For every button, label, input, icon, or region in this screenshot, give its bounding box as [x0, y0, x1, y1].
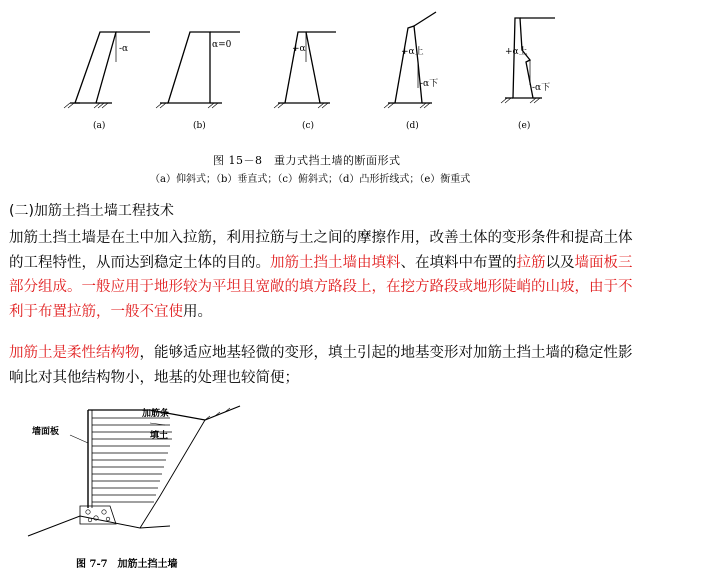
label-reinforcement-strip: 加筋条: [142, 409, 170, 419]
annotation-c: +α: [292, 44, 306, 54]
figure-caption: 图 15－8 重力式挡土墙的断面形式: [213, 154, 401, 167]
section-a: [64, 32, 150, 108]
paragraph-1-line-2: 的工程特性，从而达到稳定土体的目的。加筋土挡土墙由填料、在填料中布置的拉筋以及墙面板三: [9, 254, 633, 271]
paragraph-1-line-4: 利于布置拉筋，一般不宜使用。: [9, 303, 212, 320]
paragraph-2: [9, 341, 699, 390]
figure-2-caption: 图 7-7 加筋土挡土墙: [76, 559, 178, 570]
sub-label-d: (d): [406, 121, 419, 131]
sub-label-c: (c): [302, 121, 315, 131]
label-fill-soil: 填土: [150, 431, 169, 441]
paragraph-2-line-2: 响比对其他结构物小，地基的处理也较简便；: [9, 369, 299, 386]
sub-label-b: (b): [193, 121, 206, 131]
reinforced-wall-drawing: [0, 398, 300, 558]
paragraph-1: [9, 226, 699, 324]
section-title: (二)加筋土挡土墙工程技术: [9, 203, 174, 219]
annotation-d-upper: +α上: [401, 47, 424, 57]
annotation-b: α=0: [212, 40, 232, 50]
sub-label-e: (e): [518, 121, 531, 131]
annotation-a: -α: [119, 44, 129, 54]
paragraph-1-line-3: 部分组成。一般应用于地形较为平坦且宽敞的填方路段上，在挖方路段或地形陡峭的山坡，由于不: [9, 279, 633, 295]
figure-subcaption: （a）仰斜式；（b）垂直式；（c）俯斜式；（d）凸形折线式；（e）衡重式: [150, 174, 471, 185]
paragraph-2-line-1: 加筋土是柔性结构物，能够适应地基轻微的变形，填土引起的地基变形对加筋土挡土墙的稳定性影: [9, 345, 633, 361]
gravity-wall-figure: [0, 0, 705, 190]
section-d: [384, 12, 439, 108]
sub-label-a: (a): [93, 121, 106, 131]
label-wall-panel: 墙面板: [32, 427, 60, 437]
paragraph-1-line-1: 加筋土挡土墙是在土中加入拉筋，利用拉筋与土之间的摩擦作用，改善土体的变形条件和提高土体: [9, 230, 633, 246]
annotation-e-lower: -α下: [532, 83, 551, 93]
annotation-e-upper: +α上: [505, 47, 528, 57]
reinforced-wall-figure: [0, 398, 300, 570]
annotation-d-lower: -α下: [420, 79, 439, 89]
gravity-wall-sections-drawing: [0, 0, 705, 150]
